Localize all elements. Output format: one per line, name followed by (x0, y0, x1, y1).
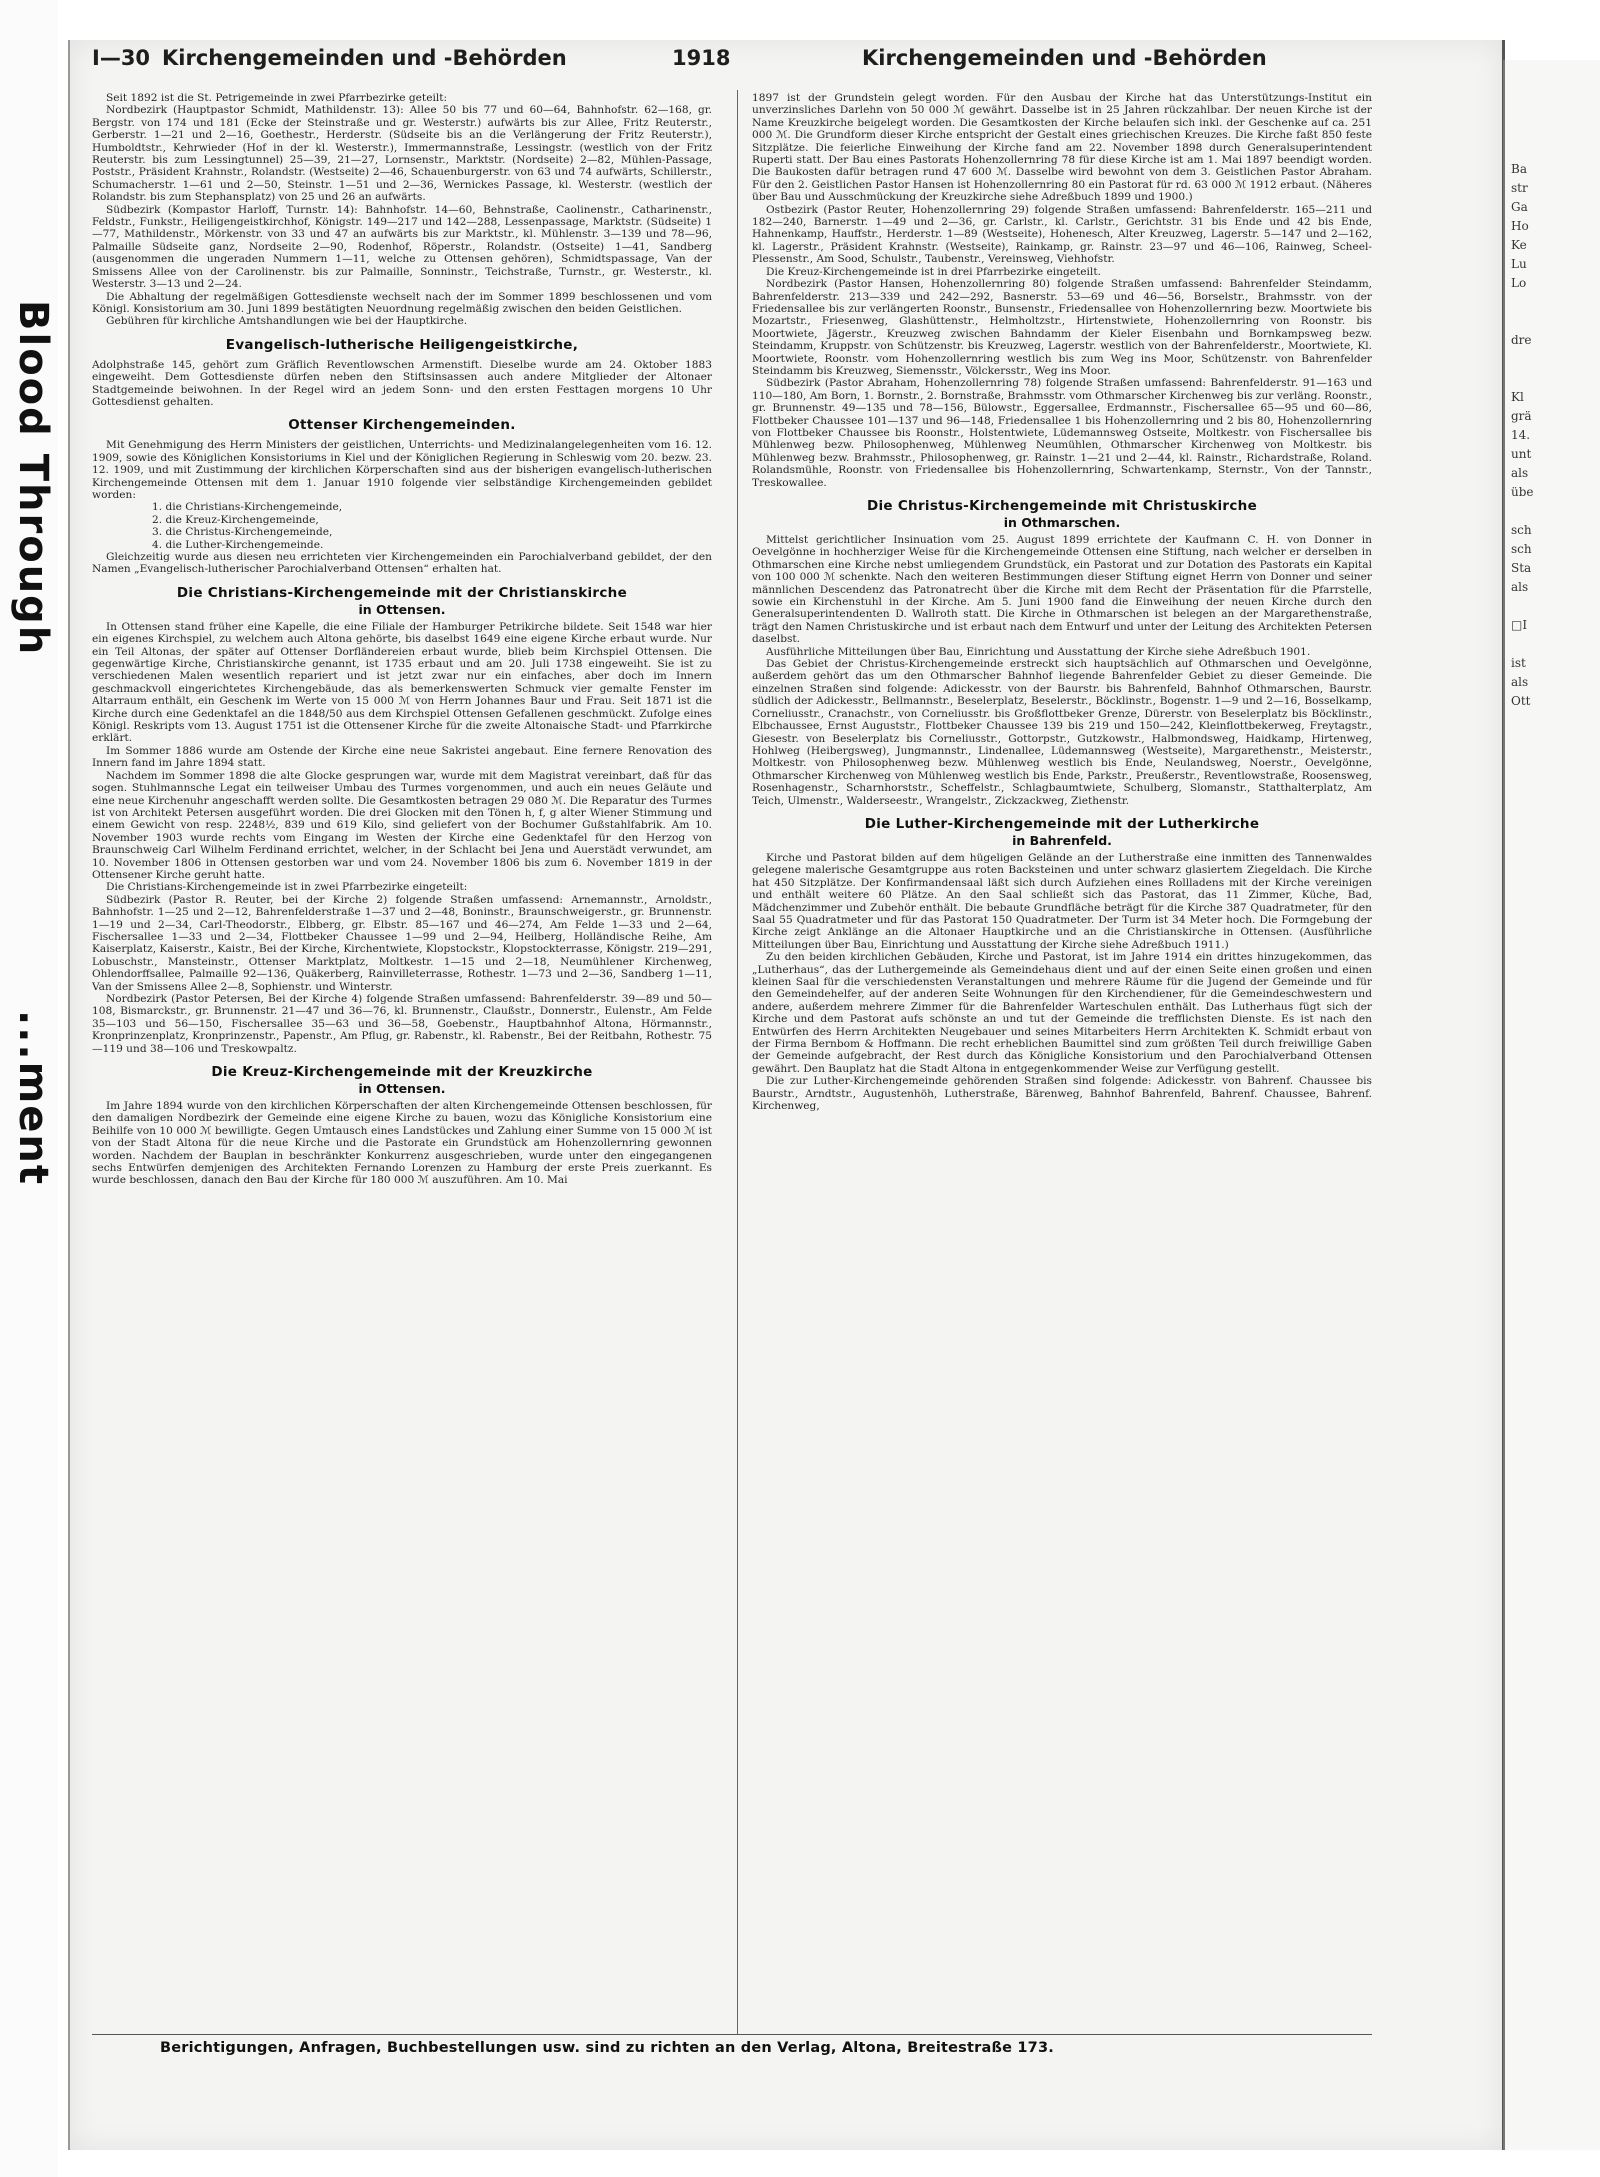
right-column (752, 92, 1372, 2030)
paragraph: Die zur Luther-Kirchengemeinde gehörenden Straßen sind folgende: Adickesstr. von Bahrenf. Chaussee bis Baurstr., Arndtstr., Augustenhöh, Lutherstraße, Bärenweg, Bahnhof Bahrenfeld, Bahrenf. Chaussee, Bahrenf. Kirchenweg, (752, 1075, 1372, 1113)
page-footer: Berichtigungen, Anfragen, Buchbestellungen usw. sind zu richten an den Verlag, Altona, Breitestraße 173. (160, 2040, 1054, 2056)
paragraph: Zu den beiden kirchlichen Gebäuden, Kirche und Pastorat, ist im Jahre 1914 ein drittes hinzugekommen, das „Lutherhaus“, das der Luthergemeinde als Gemeindehaus dient und auf der einen Seite einen großen und einen kleinen Saal für die verschiedensten Veranstaltungen und mehrere Räume für die Jugend der Gemeinde und für den Gemeindehelfer, auf der anderen Seite Wohnungen für den Kirchendiener, für die Gemeindeschwestern und andere, außerdem mehrere Zimmer für die Bahrenfelder Warteschulen enthält. Das Lutherhaus fügt sich der Kirche und dem Pastorat aufs schönste an und tut der Gemeinde die trefflichsten Dienste. Es ist nach den Entwürfen des Herrn Architekten Neugebauer und seines Mitarbeiters Herrn Architekten K. Schmidt erbaut von der Firma Bernbom & Hoffmann. Die recht erheblichen Baumittel sind zum größten Teil durch freiwillige Gaben der Gemeinde aufgebracht, der Rest durch das Königliche Konsistorium und den Parochialverband Ottensen gewährt. Den Bauplatz hat die Stadt Altona in entgegenkommender Weise zur Verfügung gestellt. (752, 951, 1372, 1075)
paragraph: Adolphstraße 145, gehört zum Gräflich Reventlowschen Armenstift. Dieselbe wurde am 24. Oktober 1883 eingeweiht. Dem Gottesdienste dürfen neben den Stiftsinsassen auch andere Mitglieder der Altonaer Stadtgemeinde beiwohnen. In der Regel wird an jedem Sonn- und den ersten Festtagen morgens 10 Uhr Gottesdienst gehalten. (92, 358, 712, 408)
section-title-kreuz: Die Kreuz-Kirchengemeinde mit der Kreuzkirche (211, 1064, 593, 1081)
paragraph: Gleichzeitig wurde aus diesen neu errichteten vier Kirchengemeinden ein Parochialverband gebildet, der den Namen „Evangelisch-lutherischer Parochialverband Ottensen“ erhalten hat. (92, 551, 712, 576)
paragraph: Nordbezirk (Hauptpastor Schmidt, Mathildenstr. 13): Allee 50 bis 77 und 60—64, Bahnhofstr. 62—168, gr. Bergstr. von 174 und 181 (Ecke der Steinstraße und gr. Westerstr.) aufwärts bis zur Allee, Fritz Reuterstr., Gerberstr. 1—21 und 2—16, Goethestr., Herderstr. (Südseite bis an die Verlängerung der Fritz Reuterstr.), Humboldtstr., Kehrwieder (Hof in der kl. Westerstr.), Immermannstraße, Lessingstr. (westlich von der Fritz Reuterstr. bis zum Lessingtunnel) 25—39, 21—27, Lornsenstr., Marktstr. (Nordseite) 2—82, Mühlen-Passage, Poststr., Präsident Krahnstr., Rolandstr. (Westseite) 2—46, Schauenburgerstr. von 63 und 74 aufwärts, Schillerstr., Schumacherstr. 1—61 und 2—50, Steinstr. 1—51 und 2—36, Wernickes Passage, kl. Westerstr. (westlich der Rolandstr. bis zum Stephansplatz) von 25 und 26 an aufwärts. (92, 104, 712, 204)
paragraph: Mit Genehmigung des Herrn Ministers der geistlichen, Unterrichts- und Medizinalangelegenheiten vom 16. 12. 1909, sowie des Königlichen Konsistoriums in Kiel und der Königlichen Regierung in Schleswig vom 20. bezw. 23. 12. 1909, und mit Zustimmung der kirchlichen Körperschaften sind aus der bisherigen evangelisch-lutherischen Kirchengemeinde Ottensen mit dem 1. Januar 1910 folgende vier selbständige Kirchengemeinden gebildet worden: (92, 439, 712, 501)
left-column (92, 92, 712, 2030)
header-right-title: Kirchengemeinden und -Behörden (862, 46, 1267, 70)
section-title-christus: Die Christus-Kirchengemeinde mit Christuskirche (866, 498, 1258, 514)
list-item: 2. die Kreuz-Kirchengemeinde, (152, 513, 319, 526)
header-left-title: Kirchengemeinden und -Behörden (162, 46, 567, 70)
paragraph: Gebühren für kirchliche Amtshandlungen wie bei der Hauptkirche. (106, 315, 468, 328)
paragraph: Nordbezirk (Pastor Hansen, Hohenzollernring 80) folgende Straßen umfassend: Bahrenfelder Steindamm, Bahrenfelderstr. 213—339 und 242—292, Basnerstr. 53—69 und 46—56, Borselstr., Brahmsstr. von der Friedensallee bis zur verlängerten Roonstr., Bunsenstr., Friedensallee von Hohenzollernring bezw. Moortwiete bis Mozartstr., Friesenweg, Glashüttenstr., Helmholtzstr., Hirtenstwiete, Hohenzollernring von Roonstr. bis Moortwiete, Jägerstr., Kreuzweg zwischen Bahndamm der Kieler Eisenbahn und Bornkampsweg bezw. Steindamm, Kruppstr. von Schützenstr. bis Kreuzweg, Lagerstr. westlich von der Bahrenfelderstr., Moortwiete, Kl. Moortwiete, Roonstr. vom Hohenzollernring westlich bis zum Weg ins Moor, Schützenstr. von Bahrenfelder Steindamm bis Kreuzweg, Siemensstr., Völckersstr., Weg ins Moor. (752, 278, 1372, 377)
paragraph: Nachdem im Sommer 1898 die alte Glocke gesprungen war, wurde mit dem Magistrat vereinbart, daß für das sogen. Stuhlmannsche Legat ein teilweiser Umbau des Turmes vorgenommen, und auch ein neues Geläute und eine neue Kirchenuhr angeschafft werden sollte. Die Gesamtkosten betragen 29 080 ℳ. Die Reparatur des Turmes ist von Architekt Petersen ausgeführt worden. Die drei Glocken mit den Tönen h, f, g alter Wiener Stimmung und einem Gewicht von resp. 2248½, 839 und 619 Kilo, sind geliefert von der Bochumer Gußstahlfabrik. Am 10. November 1903 wurde rechts vom Eingang im Westen der Kirche eine Gedenktafel für den Herzog von Braunschweig Carl Wilhelm Ferdinand errichtet, welcher, in der Schlacht bei Jena und Auerstädt verwundet, am 10. November 1806 in Ottensen gestorben war und vom 24. November 1806 bis zum 6. November 1819 in der Ottensener Kirche geruht hatte. (92, 769, 712, 881)
footer-rule (92, 2034, 1372, 2035)
paragraph: Seit 1892 ist die St. Petrigemeinde in zwei Pfarrbezirke geteilt: (106, 92, 448, 104)
header-year: 1918 (672, 46, 731, 70)
paragraph: Nordbezirk (Pastor Petersen, Bei der Kirche 4) folgende Straßen umfassend: Bahrenfelderstr. 39—89 und 50—108, Bismarckstr., gr. Brunnenstr. 21—47 und 36—76, kl. Brunnenstr., Claußstr., Donnerstr., Eulenstr., Am Felde 35—103 und 56—150, Fischersallee 35—63 und 36—58, Goebenstr., Hauptbahnhof Altona, Hörmannstr., Kronprinzenplatz, Kronprinzenstr., Papenstr., Am Pflug, gr. Rabenstr., kl. Rabenstr., Bei der Reitbahn, Rothestr. 75—119 und 38—106 und Treskowpaltz. (92, 993, 712, 1055)
page-number: I—30 (92, 46, 151, 70)
paragraph: In Ottensen stand früher eine Kapelle, die eine Filiale der Hamburger Petrikirche bildete. Seit 1548 war hier ein eigenes Kirchspiel, zu welchem auch Altona gehörte, bis daselbst 1649 eine eigene Kirche erbaut wurde. Nur ein Teil Altonas, der später auf Ottenser Dorfländereien erbaut wurde, blieb beim Kirchspiel Ottensen. Die gegenwärtige Kirche, Christianskirche genannt, ist 1735 erbaut und am 20. Juli 1738 eingeweiht. Sie ist zu verschiedenen Malen wesentlich repariert und ist jetzt zwar nur ein einfaches, aber doch im Innern geschmackvoll eingerichtetes Kirchengebäude, das als bemerkenswerten Schmuck vier gemalte Fenster im Altarraum enthält, ein Geschenk im Werte von 15 000 ℳ von Herrn Johannes Baur und Frau. Seit 1871 ist die Kirche durch eine Gedenktafel an die 1848/50 aus dem Kirchspiel Ottensen Gefallenen geschmückt. Zufolge eines Königl. Reskripts vom 13. August 1751 ist die Ottensener Kirche für die zweite Altonaische Stadt- und Pfarrkirche erklärt. (92, 620, 712, 745)
spine-text-top: Blood Through (10, 300, 56, 657)
paragraph: Südbezirk (Pastor Abraham, Hohenzollernring 78) folgende Straßen umfassend: Bahrenfelderstr. 91—163 und 110—180, Am Born, 1. Bornstr., 2. Bornstraße, Brahmsstr. vom Othmarscher Kirchenweg bis zur verläng. Roonstr., gr. Brunnenstr. 49—135 und 78—156, Bülowstr., Eggersallee, Erdmannstr., Fischersallee 65—95 und 60—86, Flottbeker Chaussee 101—137 und 96—148, Friedensallee 1 bis Hohenzollernring und 2 bis 80, Hohenzollernring von Flottbeker Chaussee bis Roonstr., Holstentwiete, Lüdemannsweg Ostseite, Moltkestr. von Fischersallee bis Mühlenweg bezw. Philosophenweg, Mühlenweg Neumühlen, Othmarscher Kirchenweg von Moltkestr. bis Mühlenweg bezw. Brahmsstr., Philosophenweg, gr. Rainstr. 1—21 und 2—44, kl. Rainstr., Richardstraße, Roland. Rolandsmühle, Roonstr. von Friedensallee bis Hohenzollernring, Schwartenkamp, Sternstr., Von der Tannstr., Treskowallee. (752, 377, 1372, 489)
paragraph: Kirche und Pastorat bilden auf dem hügeligen Gelände an der Lutherstraße eine inmitten des Tannenwaldes gelegene malerische Gesamtgruppe aus roten Backsteinen und unter schwarz glasiertem Ziegeldach. Die Kirche hat 450 Sitzplätze. Der Konfirmandensaal läßt sich durch Aufziehen eines Rollladens mit der Kirche vereinigen und enthält weitere 60 Plätze. An den Saal schließt sich das Pastorat, das 11 Zimmer, Küche, Bad, Mädchenzimmer und Zubehör enthält. Die bebaute Grundfläche beträgt für die Kirche 387 Quadratmeter, für den Saal 55 Quadratmeter und für das Pastorat 150 Quadratmeter. Der Turm ist 34 Meter hoch. Die Formgebung der Kirche zeigt Anklänge an die Altonaer Hauptkirche und an die Christianskirche in Ottensen. (Ausführliche Mitteilungen über Bau, Einrichtung und Ausstattung der Kirche siehe Adreßbuch 1911.) (752, 851, 1372, 951)
paragraph: Ausführliche Mitteilungen über Bau, Einrichtung und Ausstattung der Kirche siehe Adreßbuch 1901. (766, 645, 1311, 658)
spine-text-bottom: ...ment (10, 1010, 56, 1186)
paragraph: Im Sommer 1886 wurde am Ostende der Kirche eine neue Sakristei angebaut. Eine fernere Renovation des Innern fand im Jahre 1894 statt. (92, 744, 712, 770)
section-subtitle-kreuz: in Ottensen. (358, 1081, 446, 1097)
section-title-ottensen: Ottenser Kirchengemeinden. (288, 417, 516, 434)
section-title-heiligengeist: Evangelisch-lutherische Heiligengeistkirche, (225, 336, 579, 353)
page-header (92, 38, 1292, 78)
left-page-edge (0, 0, 58, 2177)
list-item: 4. die Luther-Kirchengemeinde. (152, 538, 324, 551)
paragraph: Südbezirk (Pastor R. Reuter, bei der Kirche 2) folgende Straßen umfassend: Arnemannstr., Arnoldstr., Bahnhofstr. 1—25 und 2—12, Bahrenfelderstraße 1—37 und 2—48, Boninstr., Braunschweigerstr., gr. Brunnenstr. 1—19 und 2—34, Carl-Theodorstr., Elbberg, gr. Elbstr. 85—167 und 46—274, Am Felde 1—33 und 2—64, Fischersallee 1—33 und 2—34, Flottbeker Chaussee 1—99 und 2—94, Heilberg, Holländische Reihe, Am Kaiserplatz, Kaiserstr., Kaistr., Bei der Kirche, Kirchentwiete, Klopstockstr., Klopstockterrasse, Königstr. 219—291, Lobuschstr., Mansteinstr., Ottenser Marktplatz, Moltkestr. 1—15 und 2—18, Neumühlener Kirchenweg, Ohlendorffsallee, Palmaille 92—136, Quäkerberg, Rainvilleterrasse, Rothestr. 1—73 und 2—36, Sandberg 1—11, Van der Smissens Allee 2—8, Sophienstr. und Winterstr. (92, 893, 712, 993)
section-subtitle-luther: in Bahrenfeld. (1012, 832, 1112, 848)
paragraph: Mittelst gerichtlicher Insinuation vom 25. August 1899 errichtete der Kaufmann C. H. von Donner in Oevelgönne in hochherziger Weise für die Kirchengemeinde Ottensen eine Stiftung, nach welcher er derselben in Othmarschen eine Kirche nebst umliegendem Grundstück, ein Pastorat und zur Dotation des Pastorats ein Kapital von 100 000 ℳ schenkte. Nach den weiteren Bestimmungen dieser Stiftung eignet Herrn von Donner und seiner männlichen Descendenz das Patronatrecht über die Kirche mit dem Recht der Präsentation für die Pfarrstelle, sowie ein Kirchenstuhl in der Kirche. Am 5. Juni 1900 fand die Einweihung der neuen Kirche durch den Generalsuperintendenten D. Wallroth statt. Die Kirche in Othmarschen ist belegen an der Margarethenstraße, trägt den Namen Christuskirche und ist erbaut nach dem Entwurf und unter der Leitung des Architekten Petersen daselbst. (752, 534, 1372, 646)
list-item: 3. die Christus-Kirchengemeinde, (152, 526, 333, 539)
list-item: 1. die Christians-Kirchengemeinde, (152, 501, 343, 514)
paragraph: Die Abhaltung der regelmäßigen Gottesdienste wechselt nach der im Sommer 1899 beschlossenen und vom Königl. Konsistorium am 30. Juni 1899 bestätigten Neuordnung regelmäßig zwischen den beiden Geistlichen. (92, 290, 712, 315)
paragraph: Im Jahre 1894 wurde von den kirchlichen Körperschaften der alten Kirchengemeinde Ottensen beschlossen, für den damaligen Nordbezirk der Gemeinde eine eigene Kirche zu bauen, wozu das Königliche Konsistorium eine Beihilfe von 10 000 ℳ bewilligte. Gegen Umtausch eines Landstückes und Zahlung einer Summe von 15 000 ℳ ist von der Stadt Altona für die neue Kirche und die Pastorate ein Grundstück am Hohenzollernring gewonnen worden. Nachdem der Bauplan in beschränkter Konkurrenz ausgeschrieben, wurde unter den eingegangenen sechs Entwürfen demjenigen des Architekten Fernando Lorenzen zu Hamburg der erste Preis zuerkannt. Es wurde beschlossen, danach den Bau der Kirche für 180 000 ℳ auszuführen. Am 10. Mai (92, 1100, 712, 1187)
section-title-luther: Die Luther-Kirchengemeinde mit der Lutherkirche (864, 815, 1260, 832)
column-divider (737, 90, 738, 2035)
paragraph: Die Christians-Kirchengemeinde ist in zwei Pfarrbezirke eingeteilt: (106, 881, 468, 894)
paragraph: Südbezirk (Kompastor Harloff, Turnstr. 14): Bahnhofstr. 14—60, Behnstraße, Caolinenstr., Catharinenstr., Feldstr., Funkstr., Heiligengeistkirchhof, Königstr. 149—217 und 142—288, Lessenpassage, Marktstr. (Südseite) 1—77, Mathildenstr., Mörkenstr. von 33 und 47 an aufwärts bis zur Marktstr., kl. Mühlenstr. 3—139 und 78—96, Palmaille Südseite ganz, Nordseite 2—90, Rodenhof, Röperstr., Rolandstr. (Ostseite) 1—41, Sandberg (ausgenommen die ungeraden Nummern 1—11, welche zu Ottensen gehören), Schmidtspassage, Van der Smissens Allee von der Carolinenstr. bis zur Palmaille, Sonninstr., Teichstraße, Turnstr., gr. Westerstr., kl. Westerstr. 3—13 und 2—24. (92, 203, 712, 291)
section-subtitle-christians: in Ottensen. (358, 601, 446, 617)
parish-list (152, 501, 712, 551)
adjacent-page-edge (1503, 60, 1600, 2150)
section-title-christians: Die Christians-Kirchengemeinde mit der Christianskirche (176, 584, 628, 601)
paragraph: Die Kreuz-Kirchengemeinde ist in drei Pfarrbezirke eingeteilt. (766, 265, 1101, 278)
adjacent-page-fragment: Ba str Ga Ho Ke Lu Lo dre Kl grä 14. unt als übe sch sch Sta als □I ist als Ott (1511, 162, 1534, 708)
paragraph: Ostbezirk (Pastor Reuter, Hohenzollernring 29) folgende Straßen umfassend: Bahrenfelderstr. 165—211 und 182—240, Barnerstr. 1—49 und 2—36, gr. Carlstr., kl. Carlstr., Gerichtstr. 31 bis Ende und 42 bis Ende, Hahnenkamp, Hauffstr., Herderstr. 1—89 (Westseite), Hohenesch, Alter Kreuzweg, Lagerstr. 5—147 und 2—162, kl. Lagerstr., Präsident Krahnstr. (Westseite), Rainkamp, gr. Rainstr. 23—97 und 46—106, Rainweg, Scheel-Plessenstr., Am Sood, Schulstr., Taubenstr., Vereinsweg, Viehhofstr. (752, 203, 1372, 266)
paragraph: 1897 ist der Grundstein gelegt worden. Für den Ausbau der Kirche hat das Unterstützungs-Institut ein unverzinsliches Darlehn von 50 000 ℳ gewährt. Dasselbe ist in 25 Jahren rückzahlbar. Der neuen Kirche ist der Name Kreuzkirche beigelegt worden. Die Gesamtkosten der Kirche belaufen sich inkl. der Geschenke auf ca. 251 000 ℳ. Die Grundform dieser Kirche entspricht der Gestalt eines griechischen Kreuzes. Die Kirche faßt 850 feste Sitzplätze. Die feierliche Einweihung der Kirche fand am 22. November 1898 durch Generalsuperintendent Ruperti statt. Der Bau eines Pastorats Hohenzollernring 78 für diese Kirche ist am 1. Mai 1897 beendigt worden. Die Baukosten dafür betragen rund 47 600 ℳ. Dasselbe wird bewohnt von dem 3. Geistlichen Pastor Abraham. Für den 2. Geistlichen Pastor Hansen ist Hohenzollernring 80 ein Pastorat für rd. 63 000 ℳ 1912 erbaut. (Näheres über Bau und Ausschmückung der Kreuzkirche siehe Adreßbuch 1899 und 1900.) (752, 92, 1372, 204)
paragraph: Das Gebiet der Christus-Kirchengemeinde erstreckt sich hauptsächlich auf Othmarschen und Oevelgönne, außerdem gehört das um den Othmarscher Bahnhof liegende Bahrenfelder Gebiet zu dieser Gemeinde. Die einzelnen Straßen sind folgende: Adickesstr. von der Baurstr. bis Bahrenfeld, Bahnhof Othmarschen, Baurstr. südlich der Adickesstr., Bellmannstr., Beselerplatz, Beselerstr., Böcklinstr., Bogenstr. 1—9 und 2—16, Bosselkamp, Corneliusstr., Cranachstr., von Corneliusstr. bis Großflottbeker Grenze, Dürerstr. von Beselerplatz bis Böcklinstr., Elbchaussee, Ernst Auguststr., Flottbeker Chaussee 139 bis 219 und 150—242, Kleinflottbekerweg, Freytagstr., Giesestr. von Beselerplatz bis Corneliusstr., Gottorpstr., Gutzkowstr., Halbmondsweg, Haidkamp, Hirtenweg, Hohlweg (Heibergsweg), Jungmannstr., Lindenallee, Lüdemannsweg (Westseite), Margarethenstr., Meisterstr., Moltkestr. von Philosophenweg bezw. Mühlenweg westlich bis Ende, Neulandsweg, Noerstr., Oevelgönne, Othmarscher Kirchenweg von Mühlenweg westlich bis Ende, Parkstr., Preußerstr., Reventlowstraße, Roosensweg, Rosenhagenstr., Scharnhorststr., Scheffelstr., Schlagbaumtwiete, Schulberg, Slomanstr., Statthalterplatz, Am Teich, Ulmenstr., Walderseestr., Wrangelstr., Zickzackweg, Ziethenstr. (752, 658, 1372, 807)
section-subtitle-christus: in Othmarschen. (1003, 515, 1121, 530)
